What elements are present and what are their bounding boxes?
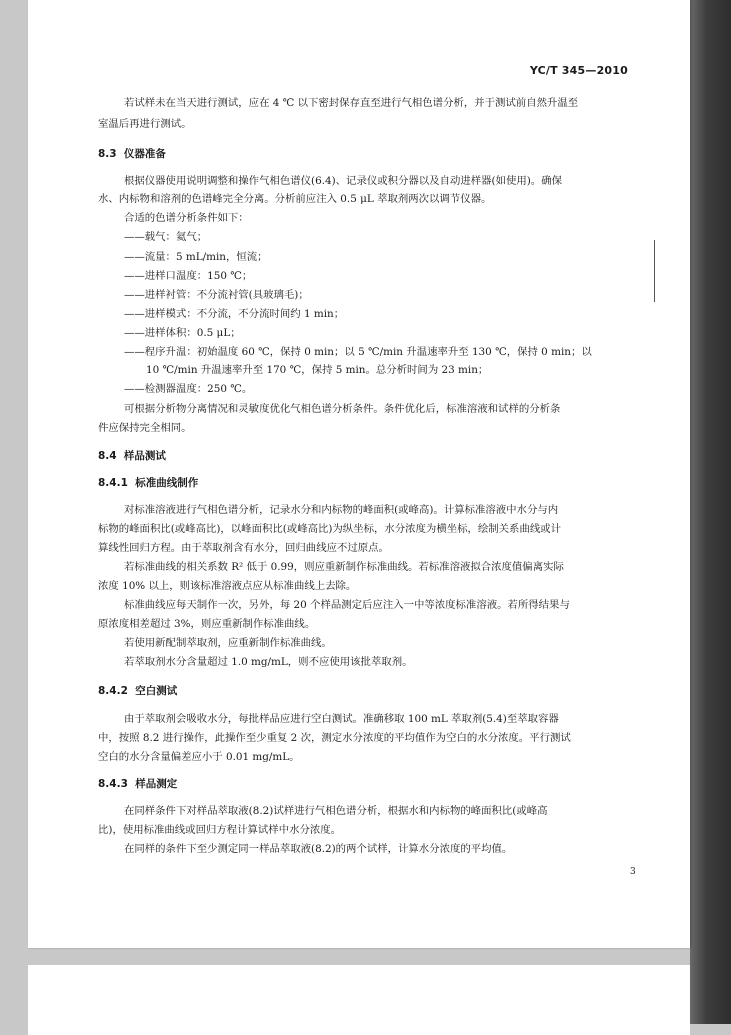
condition-item: ——流量：5 mL/min，恒流； bbox=[124, 251, 268, 263]
page-number: 3 bbox=[630, 867, 636, 877]
next-page-preview bbox=[28, 965, 690, 1035]
section-8-4-heading bbox=[98, 449, 166, 463]
paragraph-line: 根据仪器使用说明调整和操作气相色谱仪(6.4)、记录仪或积分器以及自动进样器(如使用)。确保 bbox=[124, 175, 562, 187]
paragraph-line: 在同样的条件下至少测定同一样品萃取液(8.2)的两个试样，计算水分浓度的平均值。 bbox=[124, 843, 513, 855]
intro-line-1: 若试样未在当天进行测试，应在 4 ℃ 以下密封保存直至进行气相色谱分析，并于测试前自然升温至 bbox=[124, 97, 579, 109]
section-8-4-3-heading bbox=[98, 777, 177, 791]
viewer-dark-margin bbox=[690, 0, 731, 1024]
condition-item: ——进样口温度：150 ℃； bbox=[124, 270, 253, 282]
section-title: 空白测试 bbox=[135, 685, 178, 697]
condition-item: ——进样体积：0.5 μL； bbox=[124, 327, 241, 339]
condition-item: ——检测器温度：250 ℃。 bbox=[124, 383, 253, 395]
paragraph-line: 若萃取剂水分含量超过 1.0 mg/mL，则不应使用该批萃取剂。 bbox=[124, 656, 413, 668]
paragraph-line: 标准曲线应每天制作一次，另外，每 20 个样品测定后应注入一中等浓度标准溶液。若所得结果与 bbox=[124, 599, 570, 611]
condition-item: ——进样衬管：不分流衬管(具玻璃毛)； bbox=[124, 289, 309, 301]
condition-item: ——载气：氦气； bbox=[124, 231, 208, 243]
paragraph-line: 对标准溶液进行气相色谱分析，记录水分和内标物的峰面积(或峰高)。计算标准溶液中水分与内 bbox=[124, 504, 559, 516]
intro-line-2: 室温后再进行测试。 bbox=[98, 118, 192, 130]
paragraph-line: 在同样条件下对样品萃取液(8.2)试样进行气相色谱分析，根据水和内标物的峰面积比(或峰高 bbox=[124, 805, 548, 817]
section-8-4-2-heading bbox=[98, 684, 177, 698]
paragraph-line: 浓度 10% 以上，则该标准溶液点应从标准曲线上去除。 bbox=[98, 580, 357, 592]
margin-change-bar bbox=[654, 240, 655, 302]
section-8-3-heading bbox=[98, 147, 166, 161]
section-title: 仪器准备 bbox=[123, 148, 166, 160]
paragraph-line: 件应保持完全相同。 bbox=[98, 422, 192, 434]
section-number: 8.4.1 bbox=[98, 477, 128, 489]
condition-item: ——进样模式：不分流，不分流时间约 1 min； bbox=[124, 308, 345, 320]
paragraph-line: 原浓度相差超过 3%，则应重新制作标准曲线。 bbox=[98, 618, 316, 630]
paragraph-line: 若使用新配制萃取剂，应重新制作标准曲线。 bbox=[124, 637, 332, 649]
section-title: 样品测定 bbox=[135, 778, 178, 790]
section-number: 8.4 bbox=[98, 450, 117, 462]
section-8-4-1-heading bbox=[98, 476, 198, 490]
condition-item-continued: 10 ℃/min 升温速率升至 170 ℃，保持 5 min。总分析时间为 23 min； bbox=[146, 364, 489, 376]
section-number: 8.4.3 bbox=[98, 778, 128, 790]
paragraph-line: 水、内标物和溶剂的色谱峰完全分离。分析前应注入 0.5 μL 萃取剂两次以调节仪器。 bbox=[98, 193, 492, 205]
section-number: 8.3 bbox=[98, 148, 117, 160]
paragraph-line: 标物的峰面积比(或峰高比)，以峰面积比(或峰高比)为纵坐标，水分浓度为横坐标，绘制关系曲线或计 bbox=[98, 523, 562, 535]
paragraph-line: 比)，使用标准曲线或回归方程计算试样中水分浓度。 bbox=[98, 824, 342, 836]
standard-number-header: YC/T 345—2010 bbox=[529, 64, 628, 77]
section-title: 样品测试 bbox=[123, 450, 166, 462]
paragraph-line: 由于萃取剂会吸收水分，每批样品应进行空白测试。准确移取 100 mL 萃取剂(5.4)至萃取容器 bbox=[124, 713, 559, 725]
section-number: 8.4.2 bbox=[98, 685, 128, 697]
paragraph-line: 合适的色谱分析条件如下： bbox=[124, 212, 249, 224]
paragraph-line: 中，按照 8.2 进行操作，此操作至少重复 2 次，测定水分浓度的平均值作为空白的水分浓度。平行测试 bbox=[98, 732, 571, 744]
paragraph-line: 算线性回归方程。由于萃取剂含有水分，回归曲线应不过原点。 bbox=[98, 542, 389, 554]
condition-item: ——程序升温：初始温度 60 ℃，保持 0 min；以 5 ℃/min 升温速率升至 130 ℃，保持 0 min；以 bbox=[124, 346, 592, 358]
paragraph-line: 可根据分析物分离情况和灵敏度优化气相色谱分析条件。条件优化后，标准溶液和试样的分析条 bbox=[124, 403, 561, 415]
section-title: 标准曲线制作 bbox=[135, 477, 199, 489]
paragraph-line: 空白的水分含量偏差应小于 0.01 mg/mL。 bbox=[98, 751, 300, 763]
document-page bbox=[28, 0, 690, 948]
paragraph-line: 若标准曲线的相关系数 R² 低于 0.99，则应重新制作标准曲线。若标准溶液拟合浓度值偏离实际 bbox=[124, 561, 564, 573]
